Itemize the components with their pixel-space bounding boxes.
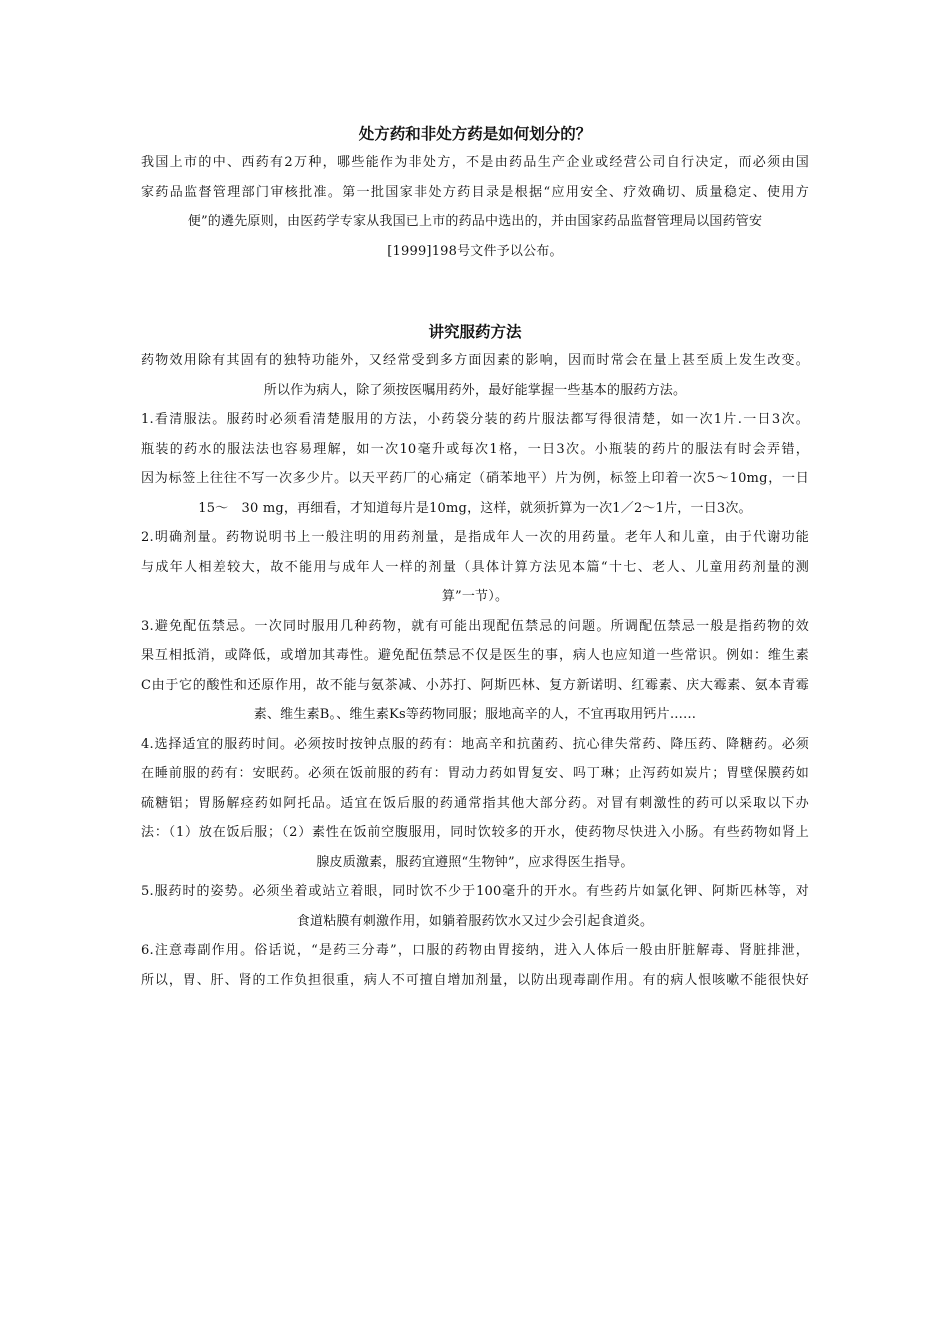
text-line: 因为标签上往往不写一次多少片。以天平药厂的心痛定（硝苯地平）片为例，标签上印着一次5～10mg，一日 bbox=[141, 471, 809, 486]
text-line: [1999]198号文件予以公布。 bbox=[387, 243, 563, 259]
text-line: 2.明确剂量。药物说明书上一般注明的用药剂量，是指成年人一次的用药量。老年人和儿童，由于代谢功能 bbox=[141, 530, 809, 545]
text-line: 15～ 30 mg，再细看，才知道每片是10mg，这样，就须折算为一次1／2～1片，一日3次。 bbox=[198, 500, 752, 516]
document-page bbox=[141, 120, 809, 995]
text-line: 腺皮质激素，服药宜遵照“生物钟”，应求得医生指导。 bbox=[316, 854, 634, 870]
text-line: 与成年人相差较大，故不能用与成年人一样的剂量（具体计算方法见本篇“十七、老人、儿童用药剂量的测 bbox=[141, 559, 809, 575]
section-title: 讲究服药方法 bbox=[428, 323, 522, 341]
text-line: 5.服药时的姿势。必须坐着或站立着眼，同时饮不少于100毫升的开水。有些药片如氯化钾、阿斯匹林等，对 bbox=[141, 884, 809, 899]
text-line: 食道粘膜有刺激作用，如躺着服药饮水又过少会引起食道炎。 bbox=[296, 913, 654, 929]
text-line: 3.避免配伍禁忌。一次同时服用几种药物，就有可能出现配伍禁忌的问题。所调配伍禁忌一般是指药物的效 bbox=[141, 618, 809, 634]
text-line: 瓶装的药水的服法法也容易理解，如一次10毫升或每次1格，一日3次。小瓶装的药片的服法有时会弄错， bbox=[141, 441, 809, 457]
text-line: 6.注意毒副作用。俗话说，“是药三分毒”，口服的药物由胃接纳，进入人体后一般由肝脏解毒、肾脏排泄， bbox=[141, 943, 809, 958]
section-prescription-classification bbox=[141, 120, 809, 266]
text-line: 所以作为病人，除了须按医嘱用药外，最好能掌握一些基本的服药方法。 bbox=[263, 382, 687, 398]
section-body bbox=[141, 346, 809, 995]
section-body bbox=[141, 148, 809, 266]
text-line: 1.看清服法。服药时必须看清楚服用的方法，小药袋分装的药片服法都写得很清楚，如一次1片.一日3次。 bbox=[141, 412, 809, 427]
text-line: 硫糖铝；胃肠解痉药如阿托品。适宜在饭后服的药通常指其他大部分药。对冒有刺激性的药可以采取以下办 bbox=[141, 795, 809, 811]
text-line: 在睡前服的药有：安眠药。必须在饭前服的药有：胃动力药如胃复安、吗丁琳；止泻药如炭片；胃壁保膜药如 bbox=[141, 766, 809, 781]
section-medication-methods bbox=[141, 318, 809, 995]
section-title: 处方药和非处方药是如何划分的？ bbox=[358, 125, 592, 143]
text-line: 便”的遴先原则，由医药学专家从我国已上市的药品中选出的，并由国家药品监督管理局以国药管安 bbox=[187, 214, 763, 229]
text-line: 算”一节）。 bbox=[441, 589, 509, 604]
text-line: 4.选择适宜的服药时间。必须按时按钟点服的药有：地高辛和抗菌药、抗心律失常药、降压药、降糖药。必须 bbox=[141, 736, 809, 752]
text-line: 所以，胃、肝、肾的工作负担很重，病人不可擅自增加剂量，以防出现毒副作用。有的病人恨咳嗽不能很快好 bbox=[141, 972, 809, 988]
text-line: 药物效用除有其固有的独特功能外，又经常受到多方面因素的影响，因而时常会在量上甚至质上发生改变。 bbox=[141, 353, 809, 368]
text-line: 素、维生素B。、维生素Ks等药物同服；服地高辛的人，不宜再取用钙片…… bbox=[253, 707, 697, 722]
text-line: 果互相抵消，或降低，或增加其毒性。避免配伍禁忌不仅是医生的事，病人也应知道一些常识。例如：维生素 bbox=[141, 648, 809, 663]
text-line: 法：（1）放在饭后服；（2）素性在饭前空腹服用，同时饮较多的开水，使药物尽快进入小肠。有些药物如肾上 bbox=[141, 825, 809, 840]
text-line: 我国上市的中、西药有2万种，哪些能作为非处方，不是由药品生产企业或经营公司自行决定，而必须由国 bbox=[141, 155, 809, 170]
text-line: 家药品监督管理部门审核批准。第一批国家非处方药目录是根据“应用安全、疗效确切、质量稳定、使用方 bbox=[141, 184, 809, 200]
text-line: C由于它的酸性和还原作用，故不能与氨茶减、小苏打、阿斯匹林、复方新诺明、红霉素、庆大霉素、氨本青霉 bbox=[141, 677, 809, 693]
